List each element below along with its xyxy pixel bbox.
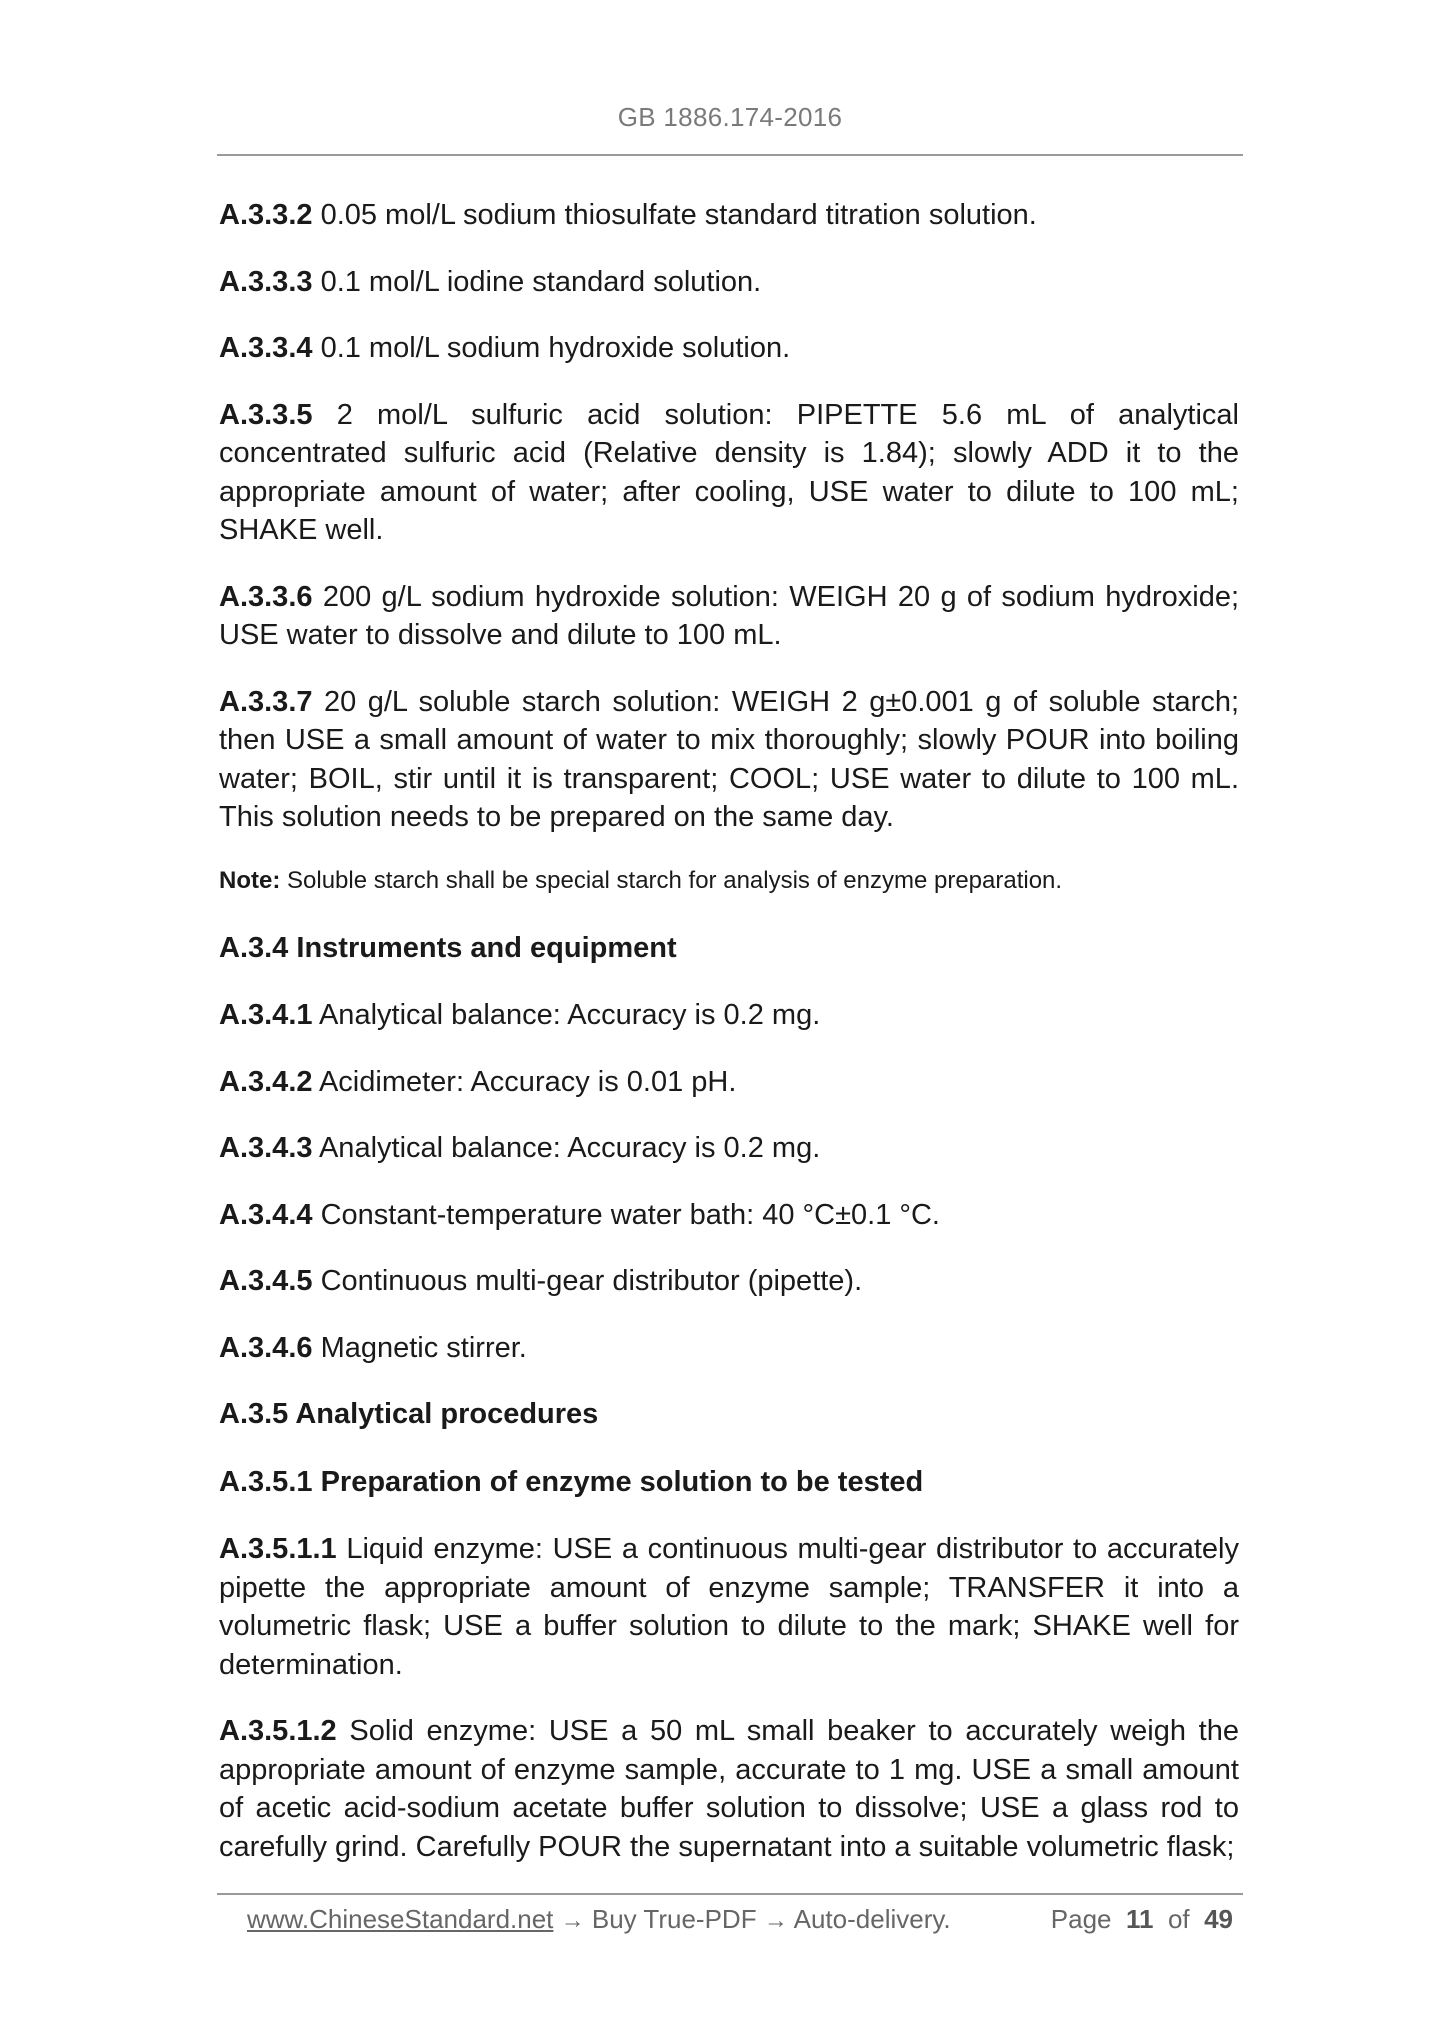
clause-number: A.3.3.2 (219, 199, 313, 231)
clause-text: Solid enzyme: USE a 50 mL small beaker to accurately weigh the appropriate amount of enzyme sample, accurate to 1 mg. USE a small amount of acetic acid-sodium acetate buffer solution to dissolve; USE a glass rod to carefully grind. Carefully POUR the supernatant into a suitable volumetric flask; (219, 1715, 1239, 1863)
document-body (219, 196, 1239, 1894)
clause-text: Magnetic stirrer. (320, 1331, 527, 1364)
clause-number: A.3.4.1 (219, 999, 313, 1031)
clause-text: Analytical procedures (295, 1398, 599, 1430)
clause-number: A.3.3.3 (219, 265, 313, 298)
clause-number: A.3.4.5 (219, 1265, 313, 1297)
clause-text: 0.1 mol/L sodium hydroxide solution. (320, 332, 791, 364)
clause-number: A.3.4.2 (219, 1065, 313, 1098)
page-footer (247, 1904, 1239, 1944)
clause-text: Soluble starch shall be special starch for analysis of enzyme preparation. (287, 866, 1063, 894)
clause-text: 20 g/L soluble starch solution: WEIGH 2 g±0.001 g of soluble starch; then USE a small amount of water to mix thoroughly; slowly POUR into boiling water; BOIL, stir until it is transparent; COOL; USE water to dilute to 100 mL. This solution needs to be prepared on the same day. (219, 685, 1240, 833)
clause-paragraph (219, 996, 1239, 1035)
clause-number: Note: (219, 866, 281, 894)
clause-text: 0.1 mol/L iodine standard solution. (320, 265, 762, 298)
clause-number: A.3.4.4 (219, 1198, 313, 1231)
clause-number: A.3.3.4 (219, 332, 313, 364)
section-heading (219, 1395, 1239, 1434)
clause-text: 200 g/L sodium hydroxide solution: WEIGH 20 g of sodium hydroxide; USE water to dissolve and dilute to 100 mL. (219, 580, 1240, 651)
clause-number: A.3.4 (219, 931, 289, 964)
clause-paragraph (219, 263, 1239, 302)
document-header: GB 1886.174-2016 (617, 102, 843, 132)
buy-pdf-text: Buy True-PDF (591, 1904, 757, 1934)
clause-paragraph (219, 1329, 1239, 1368)
current-page: 11 (1125, 1904, 1154, 1934)
clause-text: 0.05 mol/L sodium thiosulfate standard titration solution. (320, 199, 1037, 231)
header-rule (217, 154, 1243, 156)
clause-number: A.3.3.7 (219, 685, 313, 718)
clause-number: A.3.5.1.1 (219, 1533, 337, 1565)
clause-text: Acidimeter: Accuracy is 0.01 pH. (318, 1065, 737, 1098)
page-number: Page 11 of 49 (1050, 1904, 1233, 1934)
clause-paragraph (219, 196, 1239, 235)
clause-paragraph (219, 1129, 1239, 1168)
clause-paragraph (219, 396, 1239, 550)
clause-number: A.3.5.1.2 (219, 1715, 337, 1747)
clause-number: A.3.5.1 (219, 1465, 313, 1498)
arrow-right-icon: → (560, 1907, 585, 1934)
clause-text: Instruments and equipment (296, 931, 677, 964)
clause-text: Liquid enzyme: USE a continuous multi-gear distributor to accurately pipette the appropriate amount of enzyme sample; TRANSFER it into a volumetric flask; USE a buffer solution to dilute to the mark; SHAKE well for determination. (219, 1533, 1239, 1681)
clause-paragraph (219, 329, 1239, 368)
note-paragraph (219, 865, 1239, 897)
clause-paragraph (219, 1712, 1239, 1866)
clause-number: A.3.3.6 (219, 580, 313, 613)
clause-paragraph (219, 578, 1239, 655)
total-pages: 49 (1204, 1904, 1233, 1934)
clause-text: Preparation of enzyme solution to be tested (320, 1465, 924, 1498)
clause-paragraph (219, 1063, 1239, 1102)
clause-text: Continuous multi-gear distributor (pipette). (320, 1265, 863, 1297)
clause-number: A.3.3.5 (219, 398, 313, 431)
clause-number: A.3.5 (219, 1398, 289, 1430)
clause-text: 2 mol/L sulfuric acid solution: PIPETTE 5.6 mL of analytical concentrated sulfuric acid (Relative density is 1.84); slowly ADD it to the appropriate amount of water; after cooling, USE water to dilute to 100 mL; SHAKE well. (219, 398, 1239, 546)
clause-paragraph (219, 1530, 1239, 1684)
footer-rule (217, 1893, 1243, 1895)
clause-paragraph (219, 1262, 1239, 1301)
clause-text: Analytical balance: Accuracy is 0.2 mg. (318, 999, 821, 1031)
auto-delivery-text: Auto-delivery. (793, 1904, 951, 1934)
clause-text: Analytical balance: Accuracy is 0.2 mg. (318, 1132, 821, 1164)
footer-links (247, 1904, 951, 1935)
clause-text: Constant-temperature water bath: 40 °C±0.1 °C. (320, 1198, 940, 1231)
clause-number: A.3.4.3 (219, 1132, 313, 1164)
section-heading (219, 1463, 1239, 1502)
arrow-right-icon: → (763, 1907, 788, 1934)
clause-number: A.3.4.6 (219, 1331, 313, 1364)
site-link[interactable]: www.ChineseStandard.net (247, 1904, 554, 1934)
clause-paragraph (219, 683, 1239, 837)
section-heading (219, 929, 1239, 968)
clause-paragraph (219, 1196, 1239, 1235)
